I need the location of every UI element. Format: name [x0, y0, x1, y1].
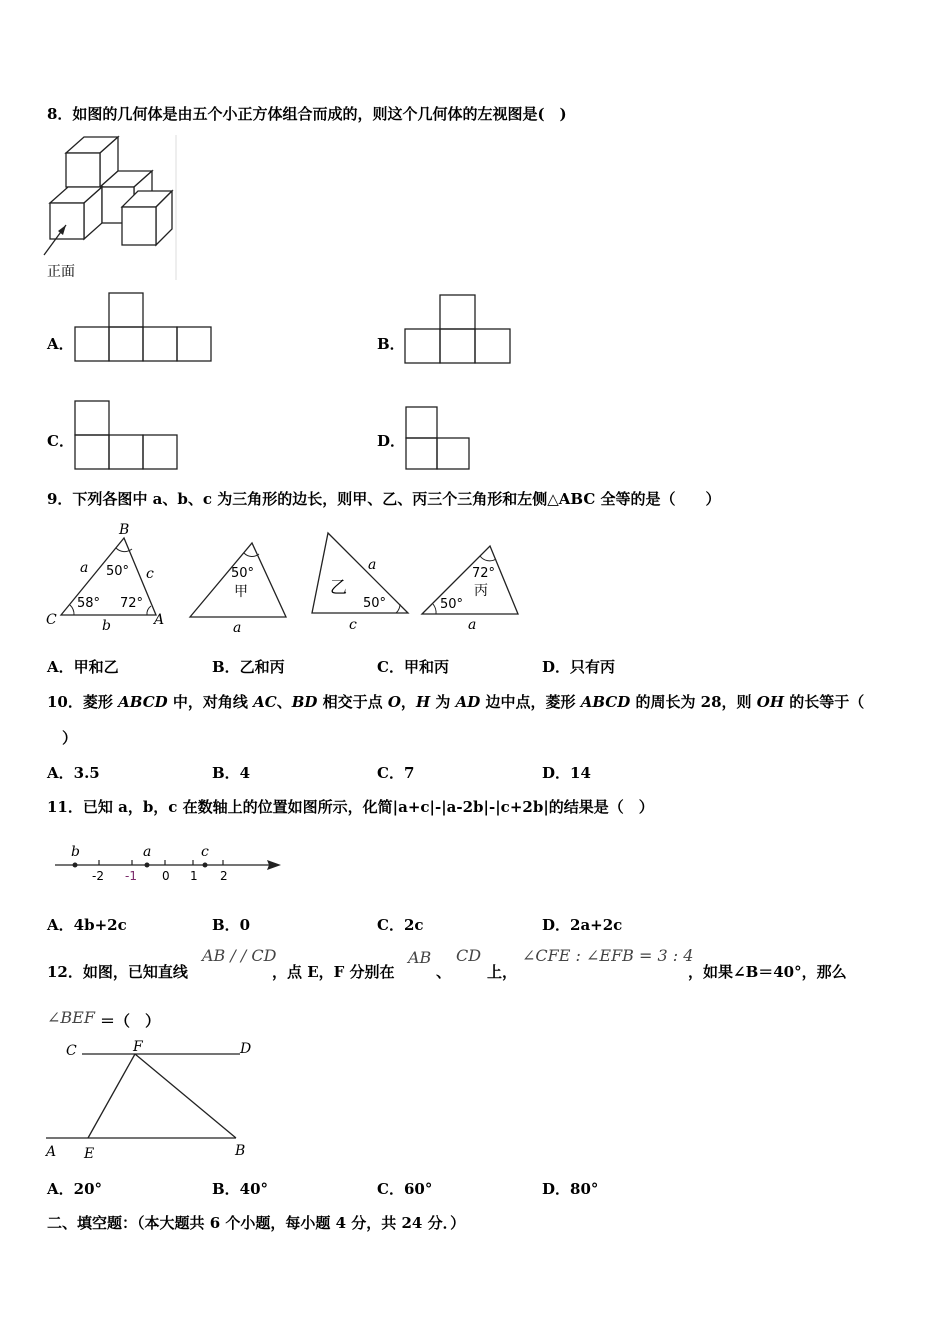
ref-side-c: c	[146, 566, 154, 582]
q12-figure	[44, 1038, 264, 1163]
front-label: 正面	[47, 264, 75, 280]
q9-triangle-jia	[186, 540, 291, 635]
ref-vertex-b: B	[119, 522, 130, 538]
bing-side: a	[468, 617, 477, 633]
fig-point-c: C	[66, 1043, 77, 1059]
q12-math-ratio: ∠CFE : ∠EFB = 3 : 4	[522, 946, 694, 965]
fig-point-b: B	[235, 1143, 246, 1159]
q8-option-c-figure	[74, 400, 180, 470]
q12-math-cd: CD	[456, 946, 482, 965]
q9-triangle-yi	[306, 530, 416, 635]
axis-tick-neg2: -2	[92, 869, 104, 883]
axis-point-a: a	[143, 844, 152, 860]
q12-stem-mid2: 上，	[487, 963, 518, 981]
q10-stem-line2: ）	[62, 729, 78, 747]
axis-tick-neg1: -1	[125, 869, 137, 883]
q10-option-a[interactable]: A．3.5	[47, 764, 100, 782]
q10-option-c[interactable]: C．7	[377, 764, 415, 782]
q9-option-b[interactable]: B．乙和丙	[212, 658, 285, 676]
q12-stem-suffix: ，如果∠B＝40°，那么	[688, 963, 847, 981]
yi-name: 乙	[330, 578, 347, 598]
ref-vertex-c: C	[46, 612, 57, 628]
q8-option-d[interactable]: D．	[377, 432, 406, 450]
q9-option-a[interactable]: A．甲和乙	[47, 658, 119, 676]
axis-tick-1: 1	[190, 869, 198, 883]
yi-angle: 50°	[363, 596, 387, 611]
q9-triangle-bing	[420, 542, 522, 635]
q11-option-c[interactable]: C．2c	[377, 916, 424, 934]
q8-option-b[interactable]: B．	[377, 335, 405, 353]
q12-math-bef: ∠BEF	[47, 1008, 95, 1027]
q12-stem-sep: 、	[436, 963, 452, 981]
q9-reference-triangle	[44, 520, 169, 635]
q9-option-d[interactable]: D．只有丙	[542, 658, 616, 676]
ref-angle-b: 50°	[106, 564, 130, 579]
q8-stem: 8．如图的几何体是由五个小正方体组合而成的，则这个几何体的左视图是( )	[47, 105, 567, 123]
q11-number-line	[55, 843, 285, 883]
axis-tick-2: 2	[220, 869, 228, 883]
fig-point-f: F	[133, 1039, 143, 1055]
ref-angle-c: 58°	[77, 596, 101, 611]
axis-tick-0: 0	[162, 869, 170, 883]
q12-option-c[interactable]: C．60°	[377, 1180, 433, 1198]
q12-stem-prefix: 12．如图，已知直线	[47, 963, 188, 981]
q8-option-a-figure	[74, 292, 214, 362]
bing-name: 丙	[474, 583, 488, 599]
q11-option-d[interactable]: D．2a+2c	[542, 916, 623, 934]
q11-option-a[interactable]: A．4b+2c	[47, 916, 127, 934]
axis-point-b: b	[71, 844, 80, 860]
q10-option-b[interactable]: B．4	[212, 764, 251, 782]
bing-angle-top: 72°	[472, 566, 496, 581]
q12-math-ab: AB	[408, 948, 432, 967]
fig-point-d: D	[240, 1041, 252, 1057]
q12-option-d[interactable]: D．80°	[542, 1180, 599, 1198]
ref-vertex-a: A	[154, 612, 165, 628]
q8-option-b-figure	[404, 294, 512, 364]
q11-stem: 11．已知 a，b，c 在数轴上的位置如图所示，化简|a+c|-|a-2b|-|c+2b|的结果是（ ）	[47, 798, 654, 816]
q9-stem: 9．下列各图中 a、b、c 为三角形的边长，则甲、乙、丙三个三角形和左侧△ABC 全等的是（ ）	[47, 490, 721, 508]
yi-side-a: a	[368, 557, 377, 573]
fig-point-e: E	[84, 1146, 95, 1162]
q12-stem-mid1: ，点 E，F 分别在	[272, 963, 395, 981]
q8-option-c[interactable]: C．	[47, 432, 74, 450]
q12-stem-line2: ＝（ ）	[100, 1012, 161, 1030]
q11-option-b[interactable]: B．0	[212, 916, 251, 934]
q12-option-a[interactable]: A．20°	[47, 1180, 103, 1198]
ref-side-b: b	[102, 618, 111, 634]
q10-stem: 10．菱形 ABCD 中，对角线 AC、BD 相交于点 O，H 为 AD 边中点，菱形 ABCD 的周长为 28，则 OH 的长等于（	[47, 693, 865, 711]
q12-option-b[interactable]: B．40°	[212, 1180, 269, 1198]
axis-point-c: c	[201, 844, 209, 860]
q8-option-d-figure	[405, 406, 471, 470]
q8-option-a[interactable]: A．	[47, 335, 74, 353]
jia-angle: 50°	[231, 566, 255, 581]
ref-side-a: a	[80, 560, 89, 576]
section-2-heading: 二、填空题：（本大题共 6 个小题，每小题 4 分，共 24 分．）	[47, 1214, 466, 1232]
q8-solid-figure	[44, 135, 178, 280]
q10-option-d[interactable]: D．14	[542, 764, 591, 782]
fig-point-a: A	[46, 1144, 57, 1160]
yi-side-c: c	[349, 617, 357, 633]
jia-side: a	[233, 620, 242, 636]
ref-angle-a: 72°	[120, 596, 144, 611]
q12-math-parallel: AB / / CD	[202, 946, 277, 965]
q9-option-c[interactable]: C．甲和丙	[377, 658, 449, 676]
bing-angle-left: 50°	[440, 597, 464, 612]
jia-name: 甲	[234, 584, 248, 600]
